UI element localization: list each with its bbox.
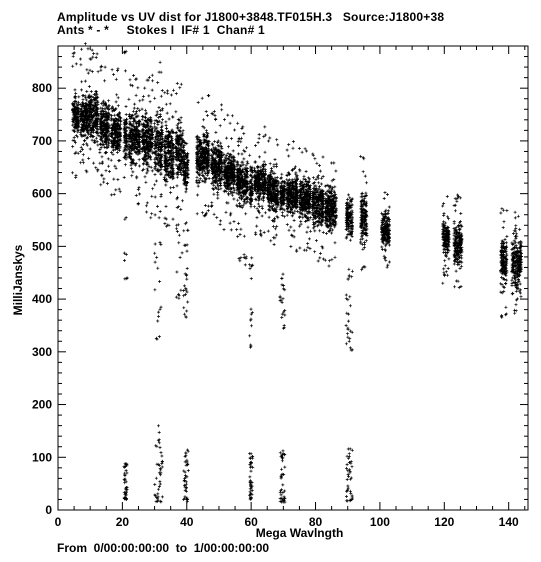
chart-subtitle: Ants * - * Stokes I IF# 1 Chan# 1 <box>57 23 265 37</box>
x-tick-label: 20 <box>115 515 130 529</box>
y-tick-label: 800 <box>31 81 52 96</box>
x-tick-label: 120 <box>434 515 455 529</box>
time-range-footer: From 0/00:00:00:00 to 1/00:00:00:00 <box>57 541 270 555</box>
y-tick-label: 700 <box>31 133 52 148</box>
chart-title: Amplitude vs UV dist for J1800+3848.TF015H.3 Source:J1800+38 <box>57 10 445 24</box>
x-tick-label: 140 <box>498 515 519 529</box>
x-tick-label: 60 <box>244 515 258 529</box>
data-points <box>71 42 523 503</box>
y-tick-label: 100 <box>31 450 52 465</box>
x-tick-label: 100 <box>369 515 390 529</box>
y-tick-label: 300 <box>31 344 52 359</box>
y-tick-label: 200 <box>31 397 52 412</box>
data-point-markers <box>71 42 523 503</box>
x-tick-label: 0 <box>54 515 62 529</box>
x-tick-label: 80 <box>308 515 323 529</box>
y-tick-label: 0 <box>45 503 52 517</box>
y-tick-label: 500 <box>31 239 52 254</box>
y-tick-label: 400 <box>31 292 52 307</box>
x-tick-label: 40 <box>180 515 194 529</box>
y-axis-label: MilliJanskys <box>11 244 25 316</box>
x-axis-label: Mega Wavlngth <box>255 526 344 540</box>
y-tick-label: 600 <box>31 186 52 201</box>
